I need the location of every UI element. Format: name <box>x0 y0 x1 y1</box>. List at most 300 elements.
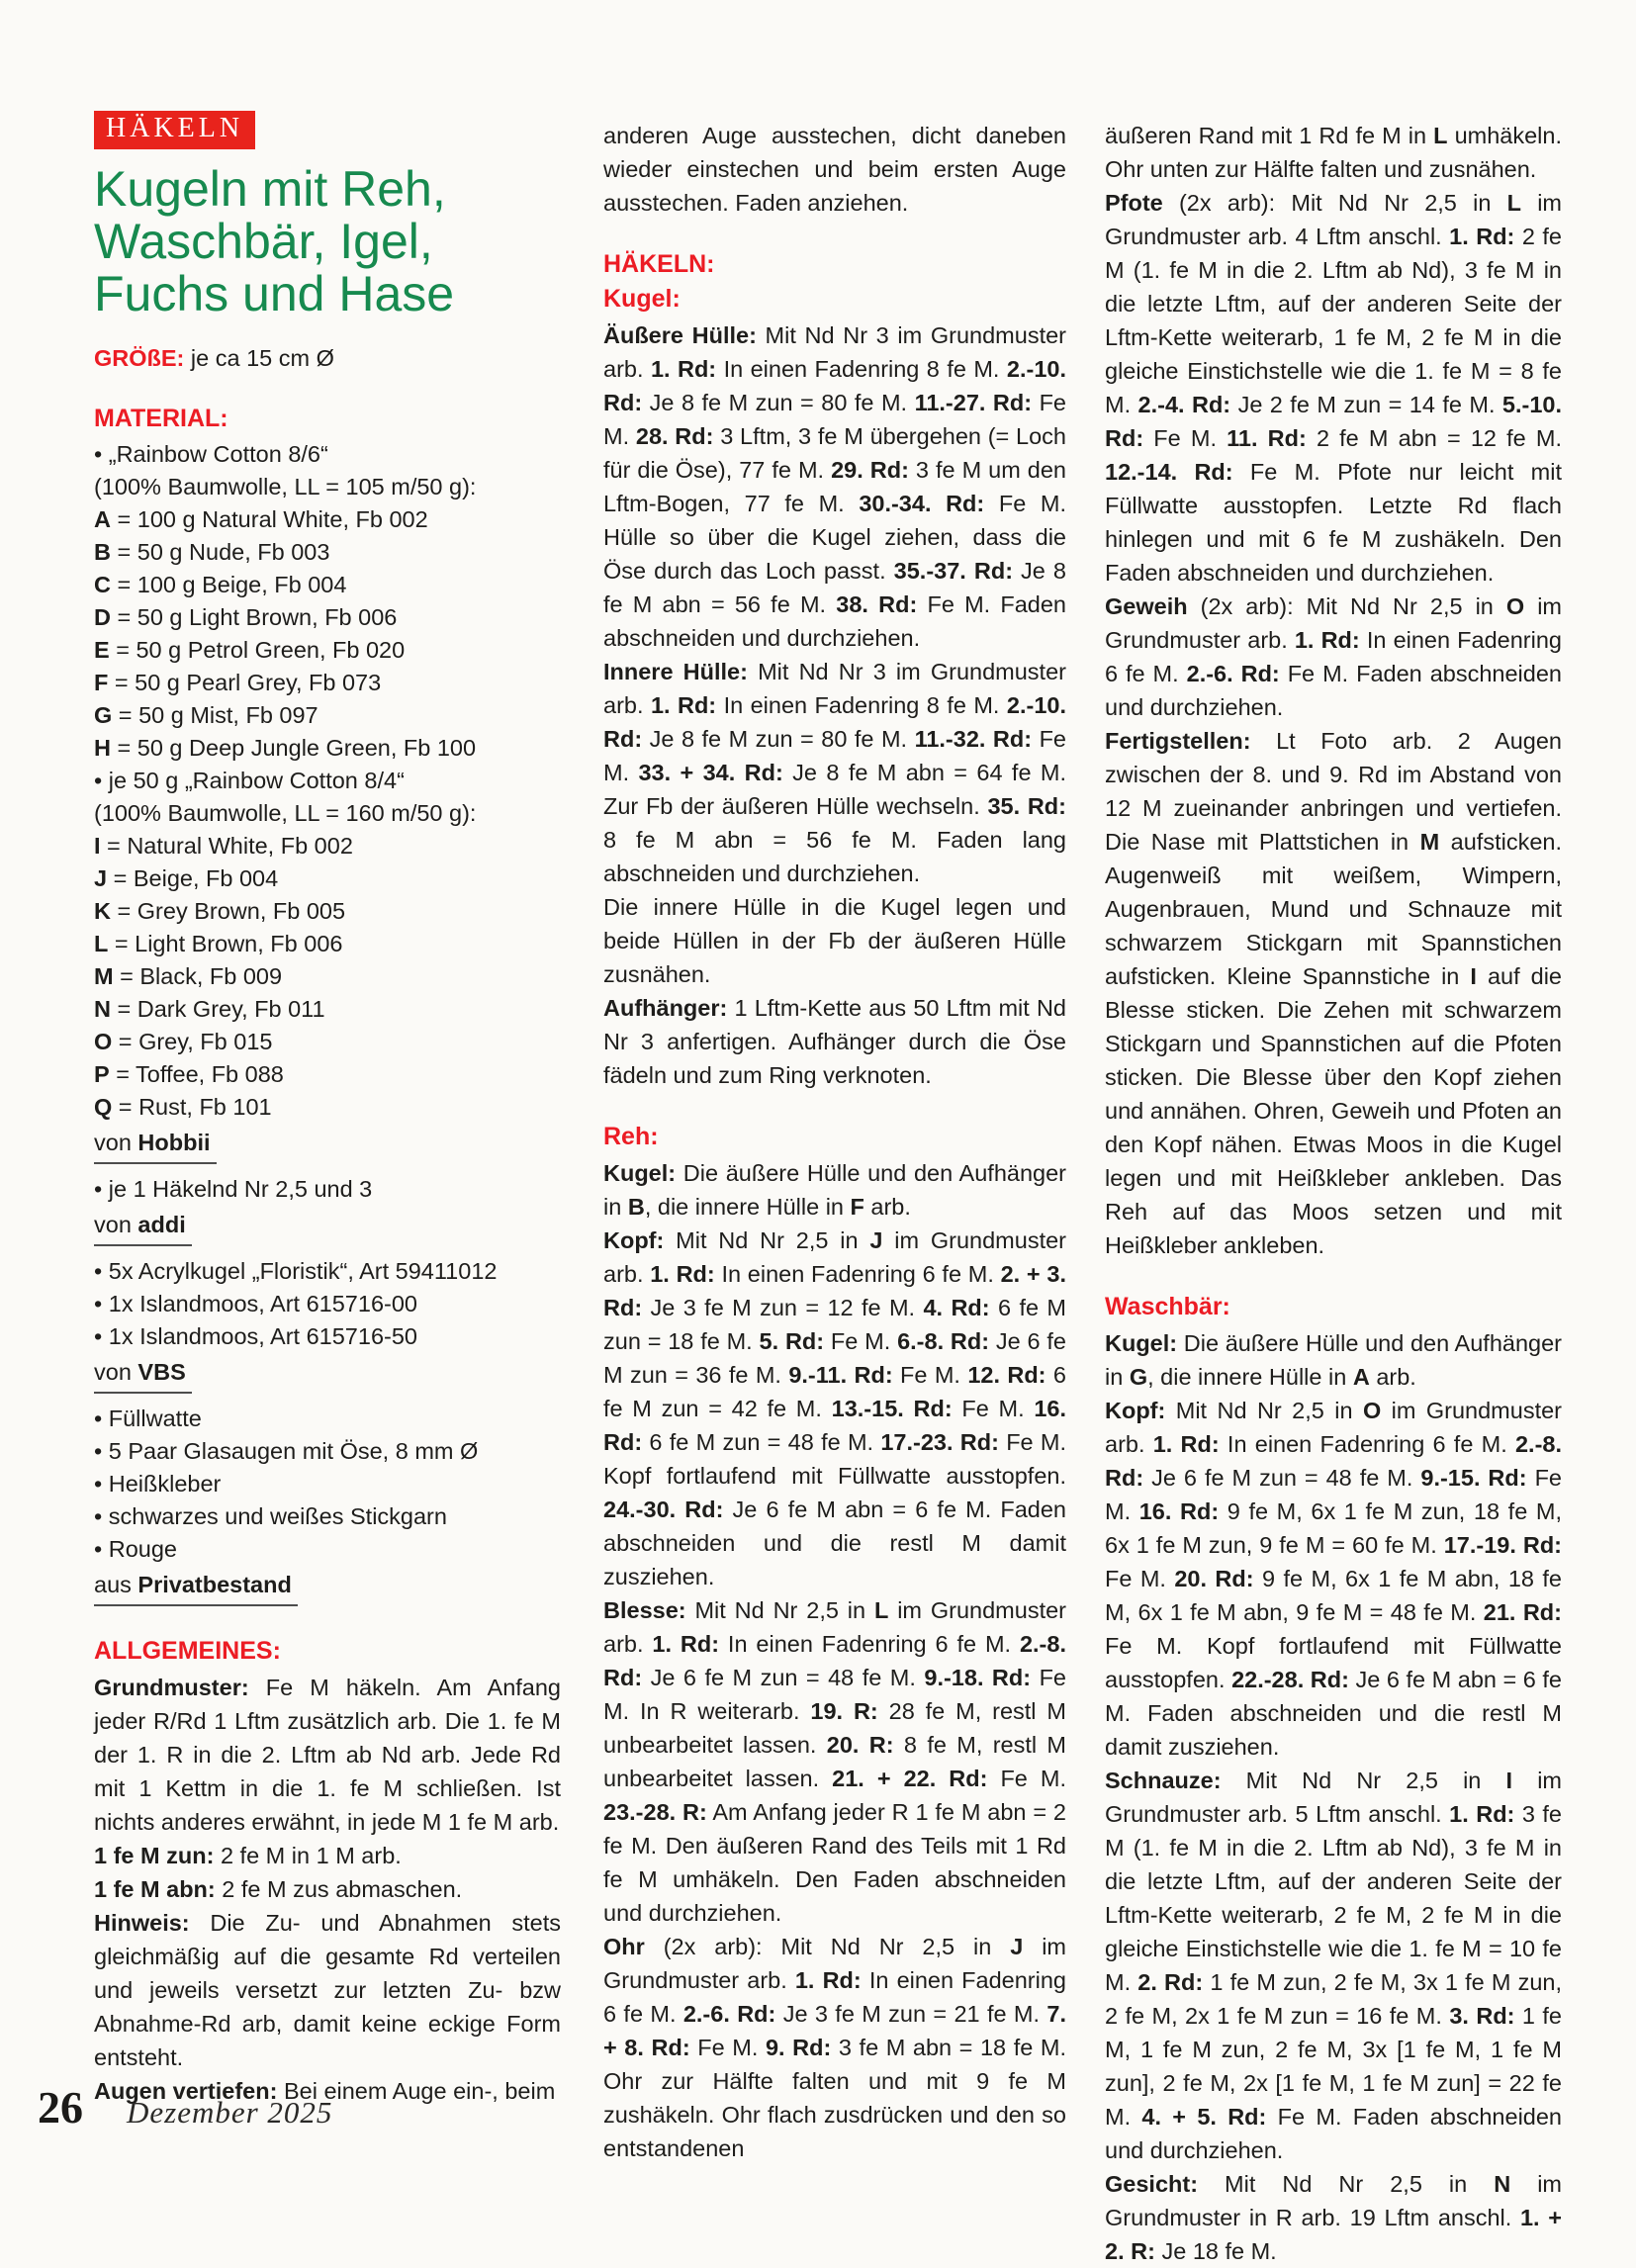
text-run: 9 fe M, 6x 1 fe M abn, 18 fe M, 6x 1 fe M abn, 9 fe M = 48 fe M. <box>1105 1566 1562 1625</box>
text-run: (2x arb): Mit Nd Nr 2,5 in <box>1187 593 1506 619</box>
bold-run: 4. Rd: <box>923 1295 990 1320</box>
text-run: 1 Lftm-Kette aus 50 Lftm mit Nd Nr 3 anfertigen. Aufhänger durch die Öse fädeln und zum Ring verknoten. <box>603 995 1066 1088</box>
vendor-credit <box>94 1211 192 1246</box>
text-run: Fe M. Faden abschneiden und durchziehen. <box>603 591 1067 651</box>
bold-run: Q <box>94 1094 113 1120</box>
text-run: = Toffee, Fb 088 <box>109 1061 284 1087</box>
text-run: = Rust, Fb 101 <box>112 1094 272 1120</box>
text-run: von <box>94 1130 138 1155</box>
text-run: Je 8 fe M zun = 80 fe M. <box>642 726 915 752</box>
text-run: 28 fe M, restl M unbearbeitet lassen. <box>603 1698 1066 1758</box>
paragraph <box>1105 119 1562 186</box>
bold-run: GRÖßE: <box>94 345 185 371</box>
text-run: = 50 g Nude, Fb 003 <box>110 539 330 565</box>
text-run: Fe M. <box>892 1362 968 1388</box>
bold-run: 13.-15. Rd: <box>831 1396 953 1421</box>
text-run: Fe M. <box>1143 425 1227 451</box>
paragraph <box>1105 1326 1562 1394</box>
bold-run: Kopf: <box>603 1227 665 1253</box>
bold-run: 22.-28. Rd: <box>1231 1667 1349 1692</box>
material-item <box>94 1255 561 1288</box>
material-item <box>94 1403 561 1435</box>
bold-run: Gesicht: <box>1105 2171 1199 2197</box>
bold-run: L <box>1506 190 1521 216</box>
text-run: Mit Nd Nr 2,5 in <box>685 1597 874 1623</box>
paragraph <box>94 1872 561 1906</box>
text-run: 8 fe M, restl M unbearbeitet lassen. <box>603 1732 1066 1791</box>
bold-run: 6.-8. Rd: <box>897 1328 990 1354</box>
text-run: im Grundmuster arb. <box>603 1597 1066 1657</box>
material-item <box>94 960 561 993</box>
material-item <box>94 1091 561 1124</box>
text-run: • Füllwatte <box>94 1406 202 1431</box>
material-item <box>94 1435 561 1468</box>
paragraph <box>94 1839 561 1872</box>
bold-run: 20. Rd: <box>1174 1566 1254 1591</box>
material-item <box>94 1320 561 1353</box>
bold-run: Kugel: <box>603 1160 677 1186</box>
text-run: auf die Blesse sticken. Die Zehen mit schwarzem Stickgarn und Spannstichen auf die Pfoten sticken. Die Blesse über den Kopf ziehen und annähen. Ohren, Geweih und Pfoten an den Kopf nähen. Etwas Moos in die Kugel legen und mit Heißkleber ankleben. Das Reh auf das Moos setzen und mit Heißkleber ankleben. <box>1105 963 1562 1258</box>
material-item <box>94 667 561 699</box>
text-run: aufsticken. Augenweiß mit weißem, Wimpern, Augenbrauen, Mund und Schnauze mit schwarzem Stickgarn mit Spannstichen aufsticken. Kleine Spannstiche in <box>1105 829 1562 989</box>
text-run: Je 18 fe M. <box>1154 2238 1277 2264</box>
bold-run: 35. Rd: <box>987 793 1066 819</box>
text-run: Je 6 fe M zun = 36 fe M. <box>603 1328 1067 1388</box>
bold-run: B <box>94 539 111 565</box>
bold-run: 2.-8. Rd: <box>603 1631 1066 1690</box>
text-run: • je 1 Häkelnd Nr 2,5 und 3 <box>94 1176 373 1202</box>
text-run: (100% Baumwolle, LL = 105 m/50 g): <box>94 474 477 499</box>
bold-run: 2.-4. Rd: <box>1137 392 1231 417</box>
text-run: • 1x Islandmoos, Art 615716-00 <box>94 1291 417 1316</box>
text-run: = 50 g Pearl Grey, Fb 073 <box>108 670 382 695</box>
text-run: Mit Nd Nr 2,5 in <box>664 1227 870 1253</box>
bold-run: 1. Rd: <box>794 1967 862 1993</box>
vendor-credit <box>94 1358 192 1394</box>
text-run: In einen Fadenring 6 fe M. <box>603 1967 1066 2027</box>
text-run: im Grundmuster arb. <box>603 1934 1066 1993</box>
text-run: Fe M. <box>603 726 1066 785</box>
bold-run: J <box>1010 1934 1024 1959</box>
bold-run: Äußere Hülle: <box>603 322 757 348</box>
bold-run: 35.-37. Rd: <box>893 558 1014 584</box>
bold-run: Ohr <box>603 1934 645 1959</box>
section-heading: Reh: <box>603 1123 659 1150</box>
text-run: = Light Brown, Fb 006 <box>108 931 343 956</box>
bold-run: 1. Rd: <box>650 1261 715 1287</box>
material-item <box>94 1533 561 1566</box>
paragraph <box>603 655 1066 890</box>
bold-run: Hinweis: <box>94 1910 190 1936</box>
text-run: arb. <box>863 1194 911 1220</box>
text-run: umhäkeln. Ohr unten zur Hälfte falten und zusnähen. <box>1105 123 1563 182</box>
bold-run: Geweih <box>1105 593 1188 619</box>
paragraph <box>603 1930 1066 2165</box>
bold-run: 11. Rd: <box>1227 425 1307 451</box>
text-run: • Heißkleber <box>94 1471 222 1497</box>
bold-run: 33. + 34. Rd: <box>638 760 783 785</box>
page-footer <box>38 2081 332 2133</box>
category-badge: HÄKELN <box>94 111 255 149</box>
bold-run: O <box>1505 593 1525 619</box>
material-item <box>94 1468 561 1500</box>
article-title-line: Fuchs und Hase <box>94 266 455 321</box>
text-run: 8 fe M abn = 56 fe M. Faden lang abschneiden und durchziehen. <box>603 827 1066 886</box>
material-item <box>94 503 561 536</box>
text-run: Je 2 fe M zun = 14 fe M. <box>1230 392 1502 417</box>
text-run: aus <box>94 1572 138 1597</box>
bold-run: 1. + 2. R: <box>1105 2205 1562 2264</box>
paragraph <box>94 1671 561 1839</box>
material-item <box>94 699 561 732</box>
material-item <box>94 895 561 928</box>
paragraph <box>94 341 561 375</box>
bold-run: 12.-14. Rd: <box>1105 459 1233 485</box>
material-item <box>94 830 561 862</box>
article-title <box>94 163 561 320</box>
material-item <box>94 928 561 960</box>
text-run: (2x arb): Mit Nd Nr 2,5 in <box>644 1934 1011 1959</box>
text-run: Fe M. Pfote nur leicht mit Füllwatte ausstopfen. Letzte Rd flach hinlegen und mit 6 fe M zushäkeln. Den Faden abschneiden und durchziehen. <box>1105 459 1562 586</box>
section-heading: MATERIAL: <box>94 405 228 432</box>
vendor-credit <box>94 1571 298 1606</box>
bold-run: 2.-10. Rd: <box>603 692 1066 752</box>
material-item <box>94 1173 561 1206</box>
bold-run: K <box>94 898 111 924</box>
bold-run: 2.-6. Rd: <box>1186 661 1280 686</box>
bold-run: 28. Rd: <box>635 423 714 449</box>
text-run: im Grundmuster arb. <box>1105 1398 1562 1457</box>
text-run: Mit Nd Nr 2,5 in <box>1221 1768 1506 1793</box>
bold-run: 17.-19. Rd: <box>1443 1532 1563 1558</box>
text-run: 1 fe M, 1 fe M zun, 2 fe M, 3x [1 fe M, 1 fe M zun], 2 fe M, 2x [1 fe M, 1 fe M zun] = 22 fe M. <box>1105 2003 1563 2130</box>
text-run: Fe M. <box>1105 1465 1562 1524</box>
text-run: Fe M. <box>987 1766 1066 1791</box>
article-title-line: Waschbär, Igel, <box>94 214 433 269</box>
text-run: Fe M. <box>824 1328 898 1354</box>
section-heading: HÄKELN: <box>603 250 715 278</box>
text-run: • Rouge <box>94 1536 178 1562</box>
bold-run: L <box>94 931 109 956</box>
bold-run: E <box>94 637 110 663</box>
text-run: Fe M. <box>689 2035 766 2060</box>
bold-run: 16. Rd: <box>1138 1498 1220 1524</box>
bold-run: Kopf: <box>1105 1398 1166 1423</box>
bold-run: I <box>1505 1768 1513 1793</box>
text-run: je ca 15 cm Ø <box>184 345 334 371</box>
bold-run: 5.-10. Rd: <box>1105 392 1562 451</box>
bold-run: O <box>1362 1398 1382 1423</box>
text-run: = Grey, Fb 015 <box>112 1029 273 1054</box>
right-column <box>1105 119 1562 2268</box>
bold-run: F <box>850 1194 864 1220</box>
text-run: 6 fe M zun = 48 fe M. <box>642 1429 881 1455</box>
text-run: 3 Lftm, 3 fe M übergehen (= Loch für die Öse), 77 fe M. <box>603 423 1066 483</box>
bold-run: 9.-18. Rd: <box>924 1665 1032 1690</box>
material-item <box>94 569 561 601</box>
text-run: In einen Fadenring 6 fe M. <box>1105 627 1562 686</box>
text-run: Fe M häkeln. Am Anfang jeder R/Rd 1 Lftm zusätzlich arb. Die 1. fe M der 1. R in die 2. Lftm ab Nd arb. Jede Rd mit 1 Kettm in die 1. fe M schließen. Ist nichts anderes erwähnt, in jede M 1 fe M arb. <box>94 1675 561 1835</box>
bold-run: 29. Rd: <box>831 457 909 483</box>
bold-run: 19. R: <box>810 1698 878 1724</box>
text-run: Fe M. <box>1105 1566 1175 1591</box>
left-column <box>94 111 561 2108</box>
bold-run: P <box>94 1061 110 1087</box>
material-item <box>94 634 561 667</box>
bold-run: 1. Rd: <box>650 356 717 382</box>
text-run: = Grey Brown, Fb 005 <box>110 898 346 924</box>
material-item <box>94 438 561 471</box>
text-run: In einen Fadenring 8 fe M. <box>716 692 1007 718</box>
bold-run: 17.-23. Rd: <box>880 1429 999 1455</box>
material-item <box>94 1058 561 1091</box>
text-run: = 50 g Deep Jungle Green, Fb 100 <box>110 735 477 761</box>
bold-run: Augen vertiefen: <box>94 2078 278 2104</box>
text-run: 2 fe M in 1 M arb. <box>214 1843 402 1868</box>
material-item <box>94 471 561 503</box>
text-run: Je 3 fe M zun = 12 fe M. <box>642 1295 924 1320</box>
text-run: Fe M. <box>952 1396 1035 1421</box>
text-run: Mit Nd Nr 2,5 in <box>1165 1398 1363 1423</box>
bold-run: L <box>873 1597 889 1623</box>
bold-run: A <box>1352 1364 1370 1390</box>
paragraph <box>1105 1764 1562 2167</box>
bold-run: 5. Rd: <box>759 1328 825 1354</box>
bold-run: A <box>94 506 111 532</box>
bold-run: Schnauze: <box>1105 1768 1222 1793</box>
paragraph <box>1105 590 1562 724</box>
paragraph <box>603 1224 1066 1593</box>
paragraph <box>603 890 1066 991</box>
text-run: Fe M. Kopf fortlaufend mit Füllwatte ausstopfen. <box>603 1429 1066 1489</box>
bold-run: 9. Rd: <box>765 2035 832 2060</box>
text-run: Fe M. Kopf fortlaufend mit Füllwatte ausstopfen. <box>1105 1633 1562 1692</box>
text-run: 6 fe M zun = 18 fe M. <box>603 1295 1067 1354</box>
bold-run: O <box>94 1029 113 1054</box>
bold-run: 16. Rd: <box>603 1396 1066 1455</box>
text-run: • je 50 g „Rainbow Cotton 8/4“ <box>94 768 405 793</box>
bold-run: J <box>869 1227 883 1253</box>
text-run: 9 fe M, 6x 1 fe M zun, 18 fe M, 6x 1 fe M zun, 9 fe M = 60 fe M. <box>1105 1498 1562 1558</box>
bold-run: 3. Rd: <box>1449 2003 1515 2029</box>
text-run: Die Zu- und Abnahmen stets gleichmäßig auf die gesamte Rd verteilen und jeweils versetzt zur letzten Zu- bzw Abnahme-Rd arb, damit keine eckige Form entsteht. <box>94 1910 561 2070</box>
bold-run: 24.-30. Rd: <box>603 1497 724 1522</box>
bold-run: 12. Rd: <box>967 1362 1046 1388</box>
text-run: Je 6 fe M zun = 48 fe M. <box>1143 1465 1421 1491</box>
text-run: = 100 g Natural White, Fb 002 <box>110 506 428 532</box>
text-run: In einen Fadenring 6 fe M. <box>714 1261 1001 1287</box>
bold-run: 9.-11. Rd: <box>788 1362 893 1388</box>
text-run: 2 fe M zus abmaschen. <box>215 1876 463 1902</box>
text-run: Mit Nd Nr 3 im Grundmuster arb. <box>603 322 1066 382</box>
bold-run: N <box>1494 2171 1511 2197</box>
paragraph <box>94 1906 561 2074</box>
text-run: im Grundmuster arb. <box>603 1227 1066 1287</box>
bold-run: J <box>94 865 108 891</box>
text-run: = 50 g Mist, Fb 097 <box>112 702 318 728</box>
text-run: äußeren Rand mit 1 Rd fe M in <box>1105 123 1434 148</box>
text-run: von <box>94 1359 138 1385</box>
bold-run: Blesse: <box>603 1597 686 1623</box>
text-run: 3 fe M (1. fe M in die 2. Lftm ab Nd), 3 fe M in die letzte Lftm, auf der anderen Seite der Lftm-Kette weiterarb, 2 fe M, 2 fe M in die gleiche Einstichstelle wie die 1. fe M = 10 fe M. <box>1105 1801 1562 1995</box>
text-run: im Grundmuster in R arb. 19 Lftm anschl. <box>1105 2171 1563 2230</box>
text-run: anderen Auge ausstechen, dicht daneben wieder einstechen und beim ersten Auge ausstechen. Faden anziehen. <box>603 123 1066 216</box>
material-item <box>94 862 561 895</box>
bold-run: 9.-15. Rd: <box>1420 1465 1527 1491</box>
bold-run: N <box>94 996 111 1022</box>
text-run: 1 fe M zun, 2 fe M, 3x 1 fe M zun, 2 fe M, 2x 1 fe M zun = 16 fe M. <box>1105 1969 1563 2029</box>
bold-run: 2. + 3. Rd: <box>603 1261 1066 1320</box>
text-run: = Dark Grey, Fb 011 <box>110 996 325 1022</box>
text-run: Fe M. In R weiterarb. <box>603 1665 1066 1724</box>
middle-column <box>603 119 1066 2165</box>
bold-run: 1. Rd: <box>652 1631 720 1657</box>
bold-run: 2. Rd: <box>1137 1969 1204 1995</box>
bold-run: 1. Rd: <box>1294 627 1360 653</box>
issue-date: Dezember 2025 <box>127 2095 333 2130</box>
bold-run: 1 fe M zun: <box>94 1843 215 1868</box>
bold-run: Pfote <box>1105 190 1163 216</box>
bold-run: 2.-6. Rd: <box>682 2001 776 2027</box>
bold-run: 1. Rd: <box>1449 224 1515 249</box>
material-item <box>94 1288 561 1320</box>
text-run: = 50 g Petrol Green, Fb 020 <box>109 637 406 663</box>
text-run: • schwarzes und weißes Stickgarn <box>94 1503 447 1529</box>
bold-run: C <box>94 572 111 597</box>
bold-run: 1. Rd: <box>1152 1431 1220 1457</box>
text-run: im Grundmuster arb. 5 Lftm anschl. <box>1105 1768 1563 1827</box>
text-run: (100% Baumwolle, LL = 160 m/50 g): <box>94 800 477 826</box>
text-run: In einen Fadenring 8 fe M. <box>716 356 1007 382</box>
paragraph <box>1105 186 1562 590</box>
text-run: Mit Nd Nr 2,5 in <box>1198 2171 1495 2197</box>
bold-run: M <box>94 963 114 989</box>
bold-run: 2.-8. Rd: <box>1105 1431 1562 1491</box>
bold-run: 21. Rd: <box>1483 1599 1562 1625</box>
bold-run: Aufhänger: <box>603 995 728 1021</box>
material-item <box>94 993 561 1026</box>
text-run: Fe M. Faden abschneiden und durchziehen. <box>1105 661 1562 720</box>
material-item <box>94 601 561 634</box>
bold-run: Innere Hülle: <box>603 659 748 684</box>
bold-run: 7. + 8. Rd: <box>603 2001 1066 2060</box>
material-item <box>94 797 561 830</box>
text-run: = Beige, Fb 004 <box>107 865 279 891</box>
text-run: Fe M. Faden abschneiden und durchziehen. <box>1105 2104 1562 2163</box>
article-title-line: Kugeln mit Reh, <box>94 161 446 217</box>
bold-run: G <box>94 702 113 728</box>
text-run: Je 6 fe M zun = 48 fe M. <box>642 1665 925 1690</box>
bold-run: 11.-27. Rd: <box>914 390 1033 415</box>
text-run: arb. <box>1369 1364 1416 1390</box>
text-run: 3 fe M abn = 18 fe M. Ohr zur Hälfte falten und mit 9 fe M zushäkeln. Ohr flach zusdrücken und den so entstandenen <box>603 2035 1066 2161</box>
bold-run: 1. Rd: <box>1449 1801 1515 1827</box>
bold-run: 1. Rd: <box>650 692 717 718</box>
paragraph <box>1105 724 1562 1262</box>
text-run: = 50 g Light Brown, Fb 006 <box>110 604 398 630</box>
text-run: Je 8 fe M abn = 56 fe M. <box>603 558 1066 617</box>
text-run: Am Anfang jeder R 1 fe M abn = 2 fe M. Den äußeren Rand des Teils mit 1 Rd fe M umhäkeln. Den Faden abschneiden und durchziehen. <box>603 1799 1066 1926</box>
paragraph <box>1105 1394 1562 1764</box>
text-run: 2 fe M abn = 12 fe M. <box>1306 425 1562 451</box>
bold-run: 23.-28. R: <box>603 1799 707 1825</box>
text-run: von <box>94 1212 138 1237</box>
bold-run: 30.-34. Rd: <box>859 491 985 516</box>
bold-run: 2.-10. Rd: <box>603 356 1066 415</box>
text-run: Bei einem Auge ein-, beim <box>277 2078 556 2104</box>
section-heading: Kugel: <box>603 285 681 313</box>
bold-run: M <box>1419 829 1440 855</box>
bold-run: L <box>1433 123 1448 148</box>
bold-run: Fertigstellen: <box>1105 728 1251 754</box>
bold-run: I <box>94 833 101 859</box>
bold-run: VBS <box>137 1359 186 1385</box>
text-run: • 1x Islandmoos, Art 615716-50 <box>94 1323 417 1349</box>
bold-run: Hobbii <box>137 1130 211 1155</box>
text-run: Je 8 fe M abn = 64 fe M. Zur Fb der äußeren Hülle wechseln. <box>603 760 1066 819</box>
text-run: • 5 Paar Glasaugen mit Öse, 8 mm Ø <box>94 1438 479 1464</box>
text-run: 6 fe M zun = 42 fe M. <box>603 1362 1066 1421</box>
bold-run: I <box>1470 963 1477 989</box>
section-heading: Waschbär: <box>1105 1293 1230 1320</box>
paragraph <box>603 1156 1066 1224</box>
text-run: 2 fe M (1. fe M in die 2. Lftm ab Nd), 3 fe M in die letzte Lftm, auf der anderen Seite der Lftm-Kette weiterarb, 1 fe M, 2 fe M in die gleiche Einstichstelle wie die 1. fe M = 8 fe M. <box>1105 224 1562 417</box>
text-run: In einen Fadenring 6 fe M. <box>1219 1431 1515 1457</box>
material-item <box>94 1026 561 1058</box>
material-item <box>94 765 561 797</box>
text-run: Je 3 fe M zun = 21 fe M. <box>775 2001 1047 2027</box>
bold-run: 38. Rd: <box>836 591 918 617</box>
text-run: im Grundmuster arb. <box>1105 593 1562 653</box>
text-run: = Natural White, Fb 002 <box>100 833 353 859</box>
material-item <box>94 732 561 765</box>
text-run: (2x arb): Mit Nd Nr 2,5 in <box>1162 190 1507 216</box>
material-item <box>94 1500 561 1533</box>
text-run: In einen Fadenring 6 fe M. <box>719 1631 1020 1657</box>
bold-run: 4. + 5. Rd: <box>1141 2104 1267 2130</box>
bold-run: 1 fe M abn: <box>94 1876 216 1902</box>
text-run: = Black, Fb 009 <box>113 963 283 989</box>
paragraph <box>603 1593 1066 1930</box>
text-run: Die äußere Hülle und den Aufhänger in <box>1105 1330 1562 1390</box>
text-run: , die innere Hülle in <box>644 1194 851 1220</box>
paragraph <box>603 991 1066 1092</box>
text-run: Fe M. Hülle so über die Kugel ziehen, dass die Öse durch das Loch passt. <box>603 491 1067 584</box>
bold-run: Kugel: <box>1105 1330 1178 1356</box>
text-run: Mit Nd Nr 3 im Grundmuster arb. <box>603 659 1066 718</box>
text-run: Lt Foto arb. 2 Augen zwischen der 8. und 9. Rd im Abstand von 12 M zueinander anbringen und vertiefen. Die Nase mit Plattstichen in <box>1105 728 1562 855</box>
paragraph <box>603 318 1066 655</box>
paragraph <box>1105 2167 1562 2268</box>
text-run: • „Rainbow Cotton 8/6“ <box>94 441 328 467</box>
text-run: • 5x Acrylkugel „Floristik“, Art 59411012 <box>94 1258 498 1284</box>
bold-run: 11.-32. Rd: <box>914 726 1033 752</box>
bold-run: F <box>94 670 109 695</box>
text-run: Die äußere Hülle und den Aufhänger in <box>603 1160 1066 1220</box>
text-run: im Grundmuster arb. 4 Lftm anschl. <box>1105 190 1563 249</box>
bold-run: H <box>94 735 111 761</box>
text-run: Je 6 fe M abn = 6 fe M. Faden abschneiden und die restl M damit zusziehen. <box>603 1497 1066 1589</box>
text-run: 3 fe M um den Lftm-Bogen, 77 fe M. <box>603 457 1066 516</box>
text-run: Die innere Hülle in die Kugel legen und beide Hüllen in der Fb der äußeren Hülle zusnähen. <box>603 894 1066 987</box>
vendor-credit <box>94 1129 217 1164</box>
bold-run: D <box>94 604 111 630</box>
text-run: = 100 g Beige, Fb 004 <box>110 572 347 597</box>
text-run: , die innere Hülle in <box>1147 1364 1353 1390</box>
paragraph <box>603 119 1066 220</box>
text-run: Fe M. <box>603 390 1066 449</box>
bold-run: 21. + 22. Rd: <box>832 1766 988 1791</box>
